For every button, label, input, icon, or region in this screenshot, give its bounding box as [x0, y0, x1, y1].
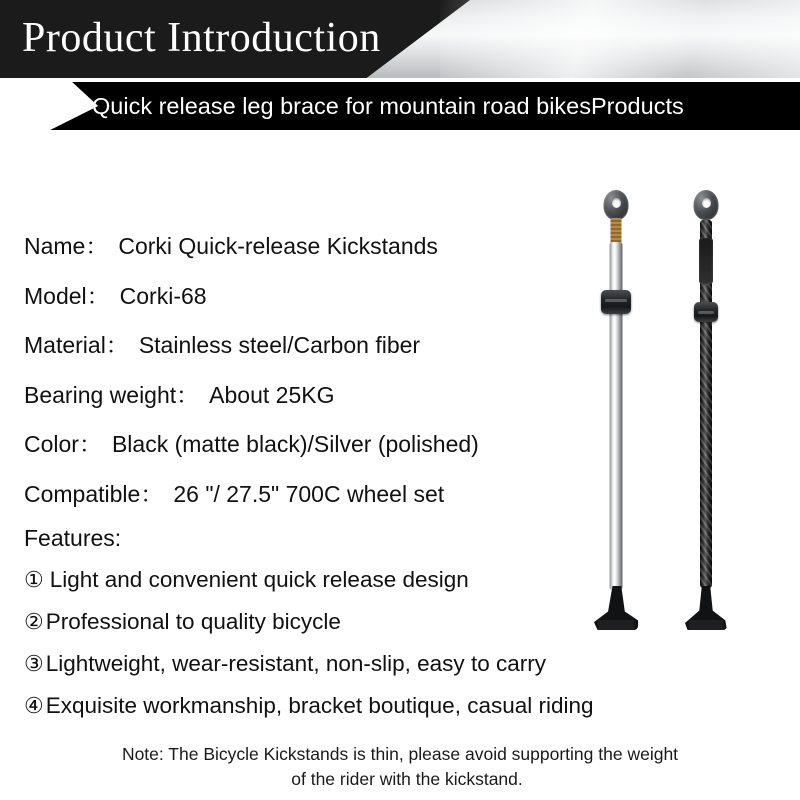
spec-row	[24, 426, 584, 459]
spec-label-compatible: Compatible：	[24, 480, 164, 507]
silver-kickstand	[586, 190, 646, 630]
footnote	[0, 742, 800, 792]
feature-bullet-3: ③	[24, 651, 44, 676]
spec-label-material: Material：	[24, 332, 129, 358]
eyelet-ring-icon	[694, 190, 719, 220]
black-kickstand	[676, 190, 736, 630]
product-photo	[560, 160, 790, 630]
features-heading: Features:	[24, 525, 122, 551]
spec-value-compatible: 26 "/ 27.5" 700C wheel set	[173, 480, 445, 507]
spec-value-name: Corki Quick-release Kickstands	[118, 233, 438, 259]
quick-release-clamp	[601, 290, 631, 314]
spec-value-material: Stainless steel/Carbon fiber	[138, 332, 421, 358]
feature-text-3: Lightweight, wear-resistant, non-slip, easy to carry	[45, 651, 546, 676]
rubber-foot	[685, 586, 727, 630]
specification-list	[24, 228, 594, 735]
feature-bullet-4: ④	[24, 693, 44, 718]
footnote-line-2: of the rider with the kickstand.	[291, 769, 523, 789]
footnote-line-1: Note: The Bicycle Kickstands is thin, please avoid supporting the weight	[121, 744, 679, 764]
list-item	[24, 609, 584, 635]
feature-bullet-2: ②	[24, 609, 44, 634]
list-item	[24, 651, 584, 677]
spec-row	[24, 476, 584, 509]
feature-text-1: Light and convenient quick release design	[49, 567, 469, 592]
spec-value-color: Black (matte black)/Silver (polished)	[111, 431, 479, 457]
brass-knurl-section	[611, 218, 622, 244]
rubber-foot	[594, 586, 638, 630]
eyelet-ring-icon	[604, 190, 629, 220]
feature-bullet-1: ①	[24, 567, 44, 592]
spec-label-model: Model：	[24, 282, 110, 309]
branding-band	[699, 238, 713, 284]
list-item	[24, 693, 594, 719]
spec-label-bearing-weight: Bearing weight：	[24, 381, 200, 408]
feature-text-2: Professional to quality bicycle	[45, 609, 341, 634]
spec-row	[24, 278, 584, 311]
spec-row	[24, 377, 584, 410]
spec-label-name: Name：	[24, 233, 109, 259]
feature-text-4: Exquisite workmanship, bracket boutique, casual riding	[45, 693, 594, 718]
spec-row	[24, 327, 584, 360]
subtitle-text: Quick release leg brace for mountain road bikesProducts	[92, 92, 684, 119]
spec-value-model: Corki-68	[119, 282, 207, 309]
quick-release-clamp	[694, 302, 718, 322]
spec-label-color: Color：	[24, 431, 102, 457]
spec-row	[24, 228, 584, 261]
spec-value-bearing-weight: About 25KG	[209, 381, 335, 408]
page-title: Product Introduction	[22, 15, 381, 61]
list-item	[24, 567, 584, 593]
